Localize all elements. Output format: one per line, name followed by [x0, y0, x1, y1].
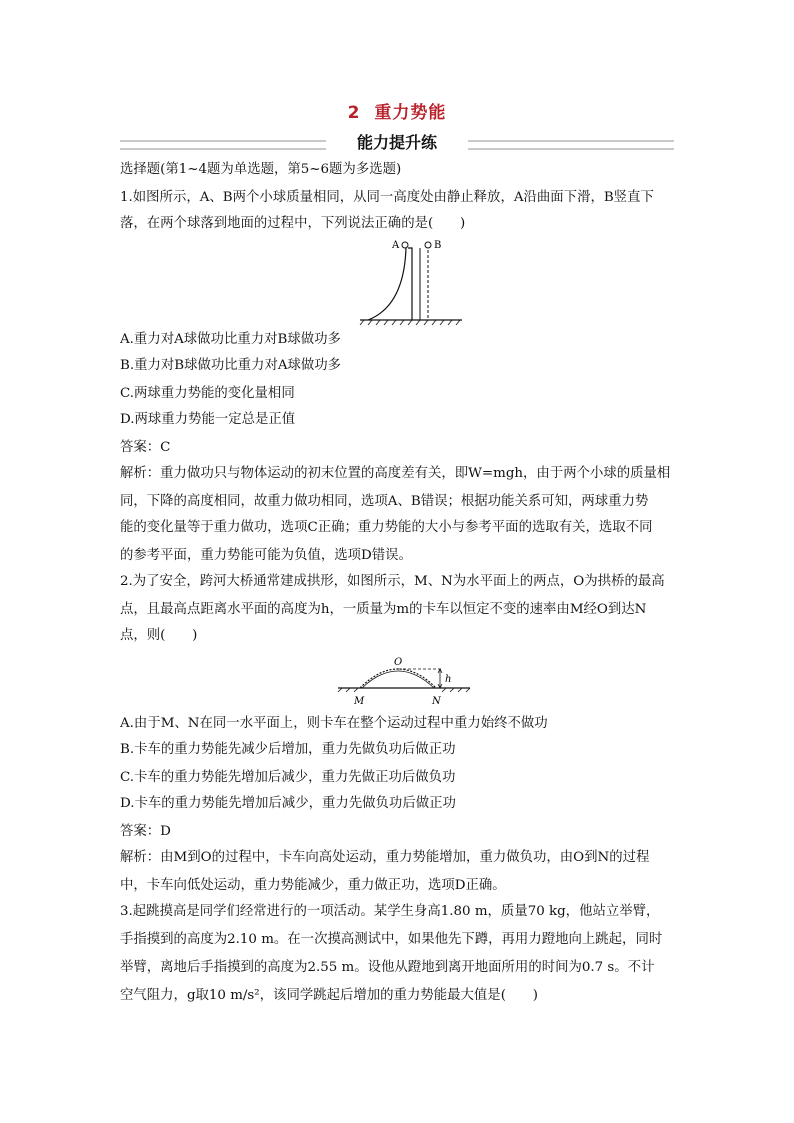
arch-bridge — [360, 669, 436, 688]
q2-option-c: C.卡车的重力势能先增加后减少，重力先做正功后做负功 — [120, 770, 456, 785]
label-a: A — [392, 240, 400, 251]
q1-explanation-line-1: 解析：重力做功只与物体运动的初末位置的高度差有关，即W=mgh，由于两个小球的质量相 — [120, 466, 671, 481]
q1-answer: 答案：C — [120, 440, 171, 455]
q3-stem-line-2: 手指摸到的高度为2.10 m。在一次摸高测试中，如果他先下蹲，再用力蹬地向上跳起，同时 — [120, 932, 663, 947]
q1-option-d: D.两球重力势能一定总是正值 — [120, 412, 296, 427]
q1-explanation-line-4: 的参考平面，重力势能可能为负值，选项D错误。 — [120, 548, 412, 563]
figure-arch-bridge — [334, 652, 474, 708]
label-m: M — [354, 696, 365, 707]
figure-curve-and-drop — [358, 236, 468, 326]
q2-stem-line-1: 2.为了安全，跨河大桥通常建成拱形，如图所示，M、N为水平面上的两点，O为拱桥的最高 — [120, 574, 665, 589]
label-n: N — [432, 696, 441, 707]
q2-option-a: A.由于M、N在同一水平面上，则卡车在整个运动过程中重力始终不做功 — [120, 716, 548, 731]
subhead-rule-right — [468, 140, 674, 150]
ball-b — [425, 242, 431, 248]
curved-track — [368, 248, 406, 320]
ground-hatching — [360, 320, 460, 325]
title-number: 2 — [347, 103, 361, 123]
q2-stem-line-3: 点，则( ) — [120, 628, 198, 643]
q3-stem-line-4: 空气阻力，g取10 m/s²，该同学跳起后增加的重力势能最大值是( ) — [120, 988, 538, 1003]
q1-explanation-line-3: 能的变化量等于重力做功，选项C正确；重力势能的大小与参考平面的选取有关，选取不同 — [120, 520, 653, 535]
arch-bridge-inner — [362, 671, 434, 688]
q2-option-b: B.卡车的重力势能先减少后增加，重力先做负功后做正功 — [120, 742, 456, 757]
label-b: B — [434, 240, 442, 251]
q2-option-d: D.卡车的重力势能先增加后减少，重力先做负功后做正功 — [120, 796, 456, 811]
q1-stem-line-1: 1.如图所示，A、B两个小球质量相同，从同一高度处由静止释放，A沿曲面下滑，B竖直下 — [120, 190, 654, 205]
section-subhead — [120, 130, 674, 156]
q3-stem-line-1: 3.起跳摸高是同学们经常进行的一项活动。某学生身高1.80 m，质量70 kg，他站立举臂， — [120, 904, 660, 919]
page-title — [0, 98, 794, 123]
q2-stem-line-2: 点，且最高点距离水平面的高度为h，一质量为m的卡车以恒定不变的速率由M经O到达N — [120, 602, 647, 617]
q1-option-c: C.两球重力势能的变化量相同 — [120, 386, 295, 401]
ball-a — [402, 242, 408, 248]
q2-answer: 答案：D — [120, 824, 171, 839]
q1-option-b: B.重力对B球做功比重力对A球做功多 — [120, 358, 342, 373]
q1-stem-line-2: 落，在两个球落到地面的过程中，下列说法正确的是( ) — [120, 216, 466, 231]
section-instruction: 选择题(第1~4题为单选题，第5~6题为多选题) — [120, 162, 402, 177]
q2-explanation-line-1: 解析：由M到O的过程中，卡车向高处运动，重力势能增加，重力做负功，由O到N的过程 — [120, 850, 650, 865]
label-o: O — [394, 657, 403, 668]
q1-option-a: A.重力对A球做功比重力对B球做功多 — [120, 332, 341, 347]
q3-stem-line-3: 举臂，离地后手指摸到的高度为2.55 m。设他从蹬地到离开地面所用的时间为0.7 s。不计 — [120, 960, 655, 975]
subhead-text: 能力提升练 — [356, 133, 437, 152]
title-text: 重力势能 — [374, 103, 447, 123]
q2-explanation-line-2: 中，卡车向低处运动，重力势能减少，重力做正功，选项D正确。 — [120, 878, 506, 893]
q1-explanation-line-2: 同，下降的高度相同，故重力做功相同，选项A、B错误；根据功能关系可知，两球重力势 — [120, 494, 649, 509]
track-support — [408, 248, 412, 320]
label-h: h — [445, 674, 452, 685]
subhead-rule-left — [120, 140, 326, 150]
